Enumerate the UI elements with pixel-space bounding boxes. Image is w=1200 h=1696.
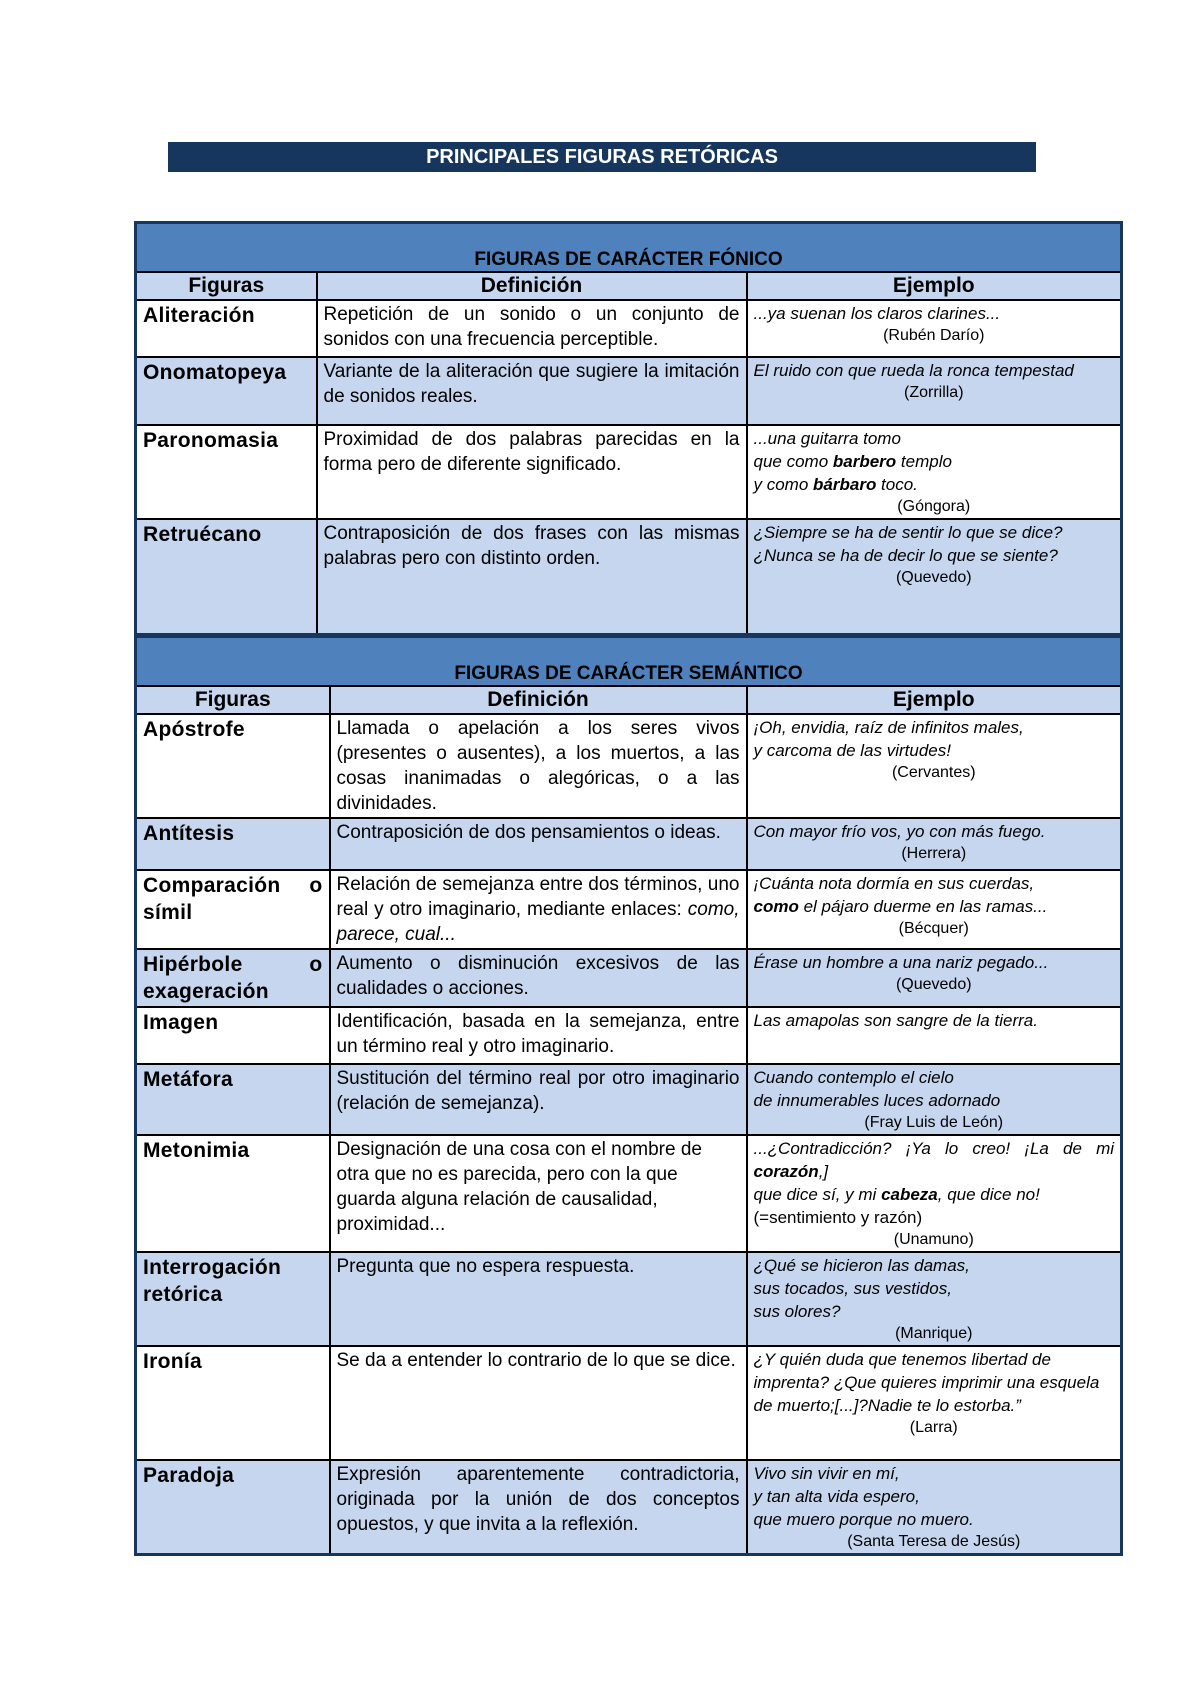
figure-name: Antítesis [136,818,330,870]
example-author: (Bécquer) [898,920,969,937]
example-line: Las amapolas son sangre de la tierra. [753,1011,1038,1030]
example-line: ¿Qué se hicieron las damas, [753,1256,970,1275]
figure-definition: Sustitución del término real por otro imaginario (relación de semejanza). [330,1064,747,1135]
figure-example [747,1135,1122,1252]
figure-example [747,870,1122,949]
table-row [136,1460,1122,1555]
table-row [136,714,1122,818]
figure-definition: Relación de semejanza entre dos términos, uno real y otro imaginario, mediante enlaces: como, parece, cual... [330,870,747,949]
column-header-ejemplo: Ejemplo [747,686,1122,714]
table-row [136,1064,1122,1135]
example-line: ¡Oh, envidia, raíz de infinitos males, [753,718,1024,737]
figure-example [747,1064,1122,1135]
example-author: (Unamuno) [893,1231,974,1248]
example-author: (Góngora) [897,498,971,515]
page-title: PRINCIPALES FIGURAS RETÓRICAS [168,142,1036,172]
figure-name: Apóstrofe [136,714,330,818]
example-line: y carcoma de las virtudes! [753,741,951,760]
table-row [136,519,1122,634]
table-row [136,1346,1122,1460]
figure-name: Hipérbole o exageración [136,949,330,1007]
semantico-table [134,635,1123,1556]
figure-name: Retruécano [136,519,317,634]
figure-definition: Expresión aparentemente contradictoria, originada por la unión de dos conceptos opuestos, y que invita a la reflexión. [330,1460,747,1555]
example-author: (Quevedo) [895,569,972,586]
figure-definition: Designación de una cosa con el nombre de otra que no es parecida, pero con la que guarda alguna relación de causalidad, proximidad... [330,1135,747,1252]
example-line: ¡Cuánta nota dormía en sus cuerdas, [753,874,1035,893]
table-row [136,870,1122,949]
example-line: sus tocados, sus vestidos, [753,1279,952,1298]
example-line: ¿Siempre se ha de sentir lo que se dice? [753,523,1063,542]
figure-example [747,1252,1122,1346]
example-author: (Larra) [909,1419,958,1436]
example-author: (Santa Teresa de Jesús) [847,1533,1021,1550]
figure-example [747,300,1122,357]
figure-example [747,818,1122,870]
example-line: que como barbero templo [753,452,952,471]
figure-definition: Contraposición de dos frases con las mismas palabras pero con distinto orden. [317,519,747,634]
example-author: (Cervantes) [891,764,976,781]
figure-definition: Aumento o disminución excesivos de las cualidades o acciones. [330,949,747,1007]
example-line: y como bárbaro toco. [753,475,918,494]
example-line: (=sentimiento y razón) [753,1208,923,1227]
example-line: Con mayor frío vos, yo con más fuego. [753,822,1046,841]
figure-name: Aliteración [136,300,317,357]
figure-definition: Llamada o apelación a los seres vivos (presentes o ausentes), a los muertos, a las cosas inanimadas o alegóricas, o a las divinidades. [330,714,747,818]
example-line: Érase un hombre a una nariz pegado... [753,953,1049,972]
example-author: (Rubén Darío) [883,327,985,344]
column-header-figuras: Figuras [136,686,330,714]
figure-example [747,1460,1122,1555]
table-row [136,1007,1122,1064]
figure-example [747,1346,1122,1460]
figure-definition: Se da a entender lo contrario de lo que se dice. [330,1346,747,1460]
column-header-definicion: Definición [317,272,747,300]
figure-name: Comparación o símil [136,870,330,949]
example-line: Vivo sin vivir en mí, [753,1464,900,1483]
example-line: sus olores? [753,1302,841,1321]
column-header-ejemplo: Ejemplo [747,272,1122,300]
figure-definition: Proximidad de dos palabras parecidas en la forma pero de diferente significado. [317,425,747,519]
section-heading: FIGURAS DE CARÁCTER SEMÁNTICO [136,637,1122,687]
table-row [136,818,1122,870]
column-header-definicion: Definición [330,686,747,714]
example-line: ...ya suenan los claros clarines... [753,304,1001,323]
column-header-figuras: Figuras [136,272,317,300]
table-row [136,949,1122,1007]
figure-definition: Identificación, basada en la semejanza, entre un término real y otro imaginario. [330,1007,747,1064]
example-line: que dice sí, y mi cabeza, que dice no! [753,1185,1040,1204]
example-author: (Manrique) [895,1325,973,1342]
example-author: (Fray Luis de León) [864,1114,1004,1131]
figure-name: Interrogación retórica [136,1252,330,1346]
example-author: (Quevedo) [895,976,972,993]
table-row [136,1252,1122,1346]
figure-example [747,519,1122,634]
example-line: ...¿Contradicción? ¡Ya lo creo! ¡La de mi corazón,] [753,1139,1115,1181]
figure-name: Metáfora [136,1064,330,1135]
figure-example [747,714,1122,818]
figure-name: Ironía [136,1346,330,1460]
figure-name: Onomatopeya [136,357,317,425]
figure-example [747,357,1122,425]
figure-name: Metonimia [136,1135,330,1252]
figure-example [747,949,1122,1007]
figure-name: Imagen [136,1007,330,1064]
figure-definition: Repetición de un sonido o un conjunto de sonidos con una frecuencia perceptible. [317,300,747,357]
example-line: ¿Nunca se ha de decir lo que se siente? [753,546,1058,565]
figure-example [747,425,1122,519]
figure-definition: Contraposición de dos pensamientos o ideas. [330,818,747,870]
example-line: ¿Y quién duda que tenemos libertad de imprenta? ¿Que quieres imprimir una esquela de muerto;[...]?Nadie te lo estorba.” [753,1350,1100,1415]
table-row [136,425,1122,519]
table-row [136,300,1122,357]
example-author: (Herrera) [901,845,967,862]
example-line: Cuando contemplo el cielo [753,1068,954,1087]
table-row [136,1135,1122,1252]
example-line: y tan alta vida espero, [753,1487,920,1506]
table-row [136,357,1122,425]
figure-definition: Pregunta que no espera respuesta. [330,1252,747,1346]
example-line: que muero porque no muero. [753,1510,974,1529]
figure-name: Paradoja [136,1460,330,1555]
figure-definition: Variante de la aliteración que sugiere la imitación de sonidos reales. [317,357,747,425]
figure-name: Paronomasia [136,425,317,519]
fonico-table [134,221,1123,636]
example-line: de innumerables luces adornado [753,1091,1001,1110]
example-line: como el pájaro duerme en las ramas... [753,897,1048,916]
figure-example [747,1007,1122,1064]
example-author: (Zorrilla) [903,384,964,401]
example-line: ...una guitarra tomo [753,429,901,448]
example-line: El ruido con que rueda la ronca tempestad [753,361,1074,380]
section-heading: FIGURAS DE CARÁCTER FÓNICO [136,223,1122,273]
